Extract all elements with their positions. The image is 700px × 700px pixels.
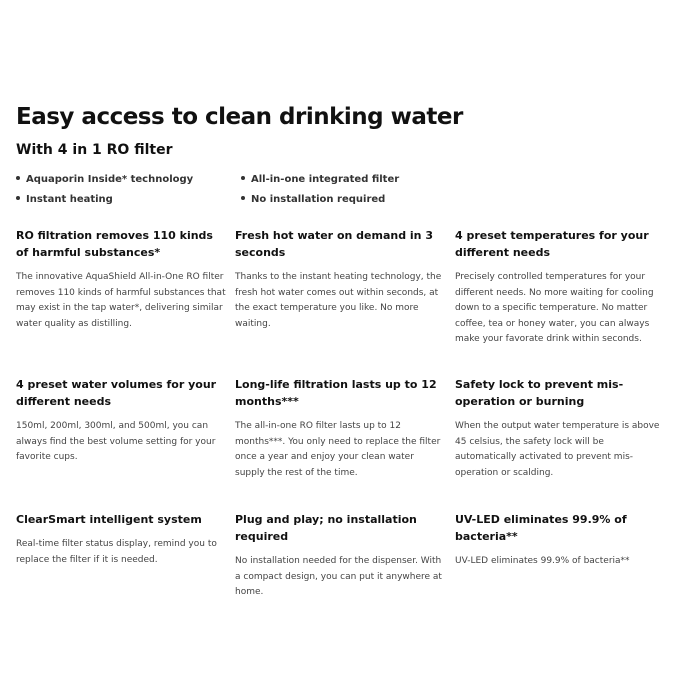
feature-hot-water <box>235 227 445 332</box>
bullet-dot-icon <box>241 196 245 200</box>
feature-description: The all-in-one RO filter lasts up to 12 months***. You only need to replace the filter once a year and enjoy your clean water supply the rest of the time. <box>235 421 441 478</box>
feature-page <box>16 100 686 597</box>
feature-description: The innovative AquaShield All-in-One RO filter removes 110 kinds of harmful substances that may exist in the tap water*, delivering similar water quality as distilling. <box>16 272 226 329</box>
highlight-label: Instant heating <box>26 194 113 205</box>
feature-plug-and-play <box>235 511 445 601</box>
bullet-dot-icon <box>241 176 245 180</box>
feature-description: Real-time filter status display, remind you to replace the filter if it is needed. <box>16 539 217 565</box>
feature-clearsmart <box>16 511 226 568</box>
feature-title: Safety lock to prevent mis-operation or burning <box>455 378 624 408</box>
bullet-dot-icon <box>16 196 20 200</box>
feature-description: No installation needed for the dispenser. With a compact design, you can put it anywhere at home. <box>235 556 442 597</box>
highlight-item <box>241 173 399 187</box>
feature-safety-lock <box>455 376 665 481</box>
feature-description: Thanks to the instant heating technology, the fresh hot water comes out within seconds, at the exact temperature you like. No more waiting. <box>235 272 442 329</box>
feature-long-life-filter <box>235 376 445 481</box>
highlight-item <box>16 193 113 207</box>
feature-title: 4 preset water volumes for your different needs <box>16 378 217 408</box>
feature-title: Plug and play; no installation required <box>235 513 417 543</box>
highlight-label: All-in-one integrated filter <box>251 174 400 185</box>
page-title: Easy access to clean drinking water <box>16 104 463 130</box>
feature-title: ClearSmart intelligent system <box>16 513 202 526</box>
feature-description: Precisely controlled temperatures for your different needs. No more waiting for cooling down to a specific temperature. No matter coffee, tea or honey water, you can always make your favorate drink within seconds. <box>455 272 654 344</box>
feature-description: When the output water temperature is above 45 celsius, the safety lock will be automatically activated to prevent mis-operation or scalding. <box>455 421 660 478</box>
feature-preset-temperatures <box>455 227 665 348</box>
feature-title: UV-LED eliminates 99.9% of bacteria** <box>455 513 627 543</box>
feature-description: 150ml, 200ml, 300ml, and 500ml, you can always find the best volume setting for your favorite cups. <box>16 421 216 462</box>
highlight-label: No installation required <box>251 194 386 205</box>
highlight-label: Aquaporin Inside* technology <box>26 174 194 185</box>
highlight-item <box>16 173 193 187</box>
highlight-item <box>241 193 385 207</box>
feature-title: Fresh hot water on demand in 3 seconds <box>235 229 433 259</box>
feature-title: 4 preset temperatures for your different needs <box>455 229 649 259</box>
feature-uv-led <box>455 511 665 570</box>
feature-ro-filtration <box>16 227 226 332</box>
page-subtitle: With 4 in 1 RO filter <box>16 142 173 158</box>
highlights-list <box>16 173 686 225</box>
feature-title: Long-life filtration lasts up to 12 months*** <box>235 378 437 408</box>
feature-description: UV-LED eliminates 99.9% of bacteria** <box>455 556 630 566</box>
feature-title: RO filtration removes 110 kinds of harmful substances* <box>16 229 213 259</box>
bullet-dot-icon <box>16 176 20 180</box>
feature-preset-volumes <box>16 376 226 466</box>
